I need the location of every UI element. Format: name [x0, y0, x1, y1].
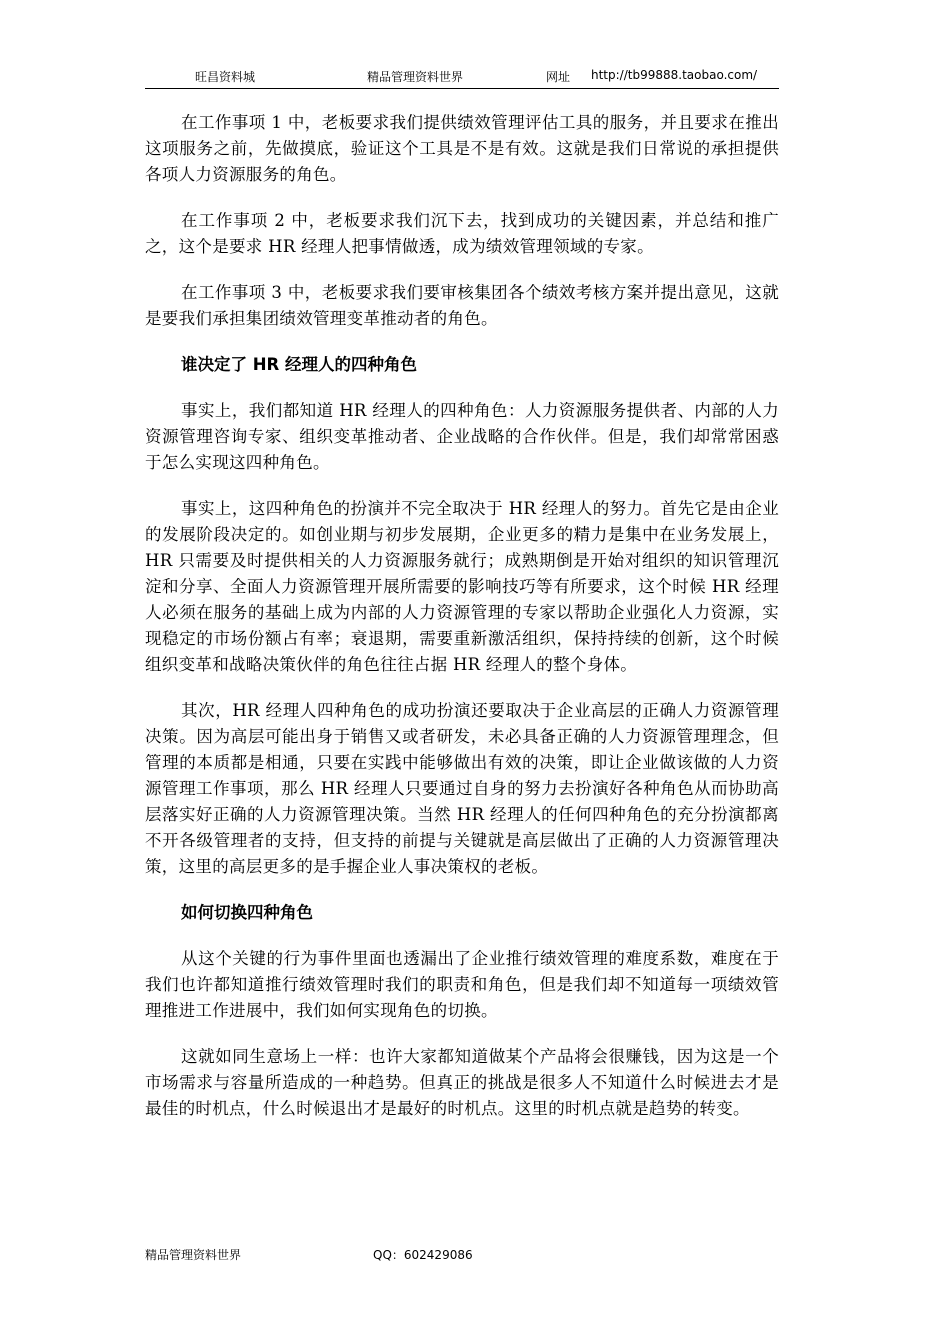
paragraph: 从这个关键的行为事件里面也透漏出了企业推行绩效管理的难度系数，难度在于我们也许都知道推行绩效管理时我们的职责和角色，但是我们却不知道每一项绩效管理推进工作进展中，我们如何实现角色的切换。 — [145, 949, 779, 1020]
section-heading: 如何切换四种角色 — [181, 903, 313, 922]
footer-site-name: 精品管理资料世界 — [145, 1248, 242, 1262]
paragraph: 事实上，我们都知道 HR 经理人的四种角色：人力资源服务提供者、内部的人力资源管理咨询专家、组织变革推动者、企业战略的合作伙伴。但是，我们却常常困惑于怎么实现这四种角色。 — [145, 401, 779, 472]
paragraph: 这就如同生意场上一样：也许大家都知道做某个产品将会很赚钱，因为这是一个市场需求与容量所造成的一种趋势。但真正的挑战是很多人不知道什么时候进去才是最佳的时机点，什么时候退出才是最好的时机点。这里的时机点就是趋势的转变。 — [145, 1047, 779, 1118]
header-url-label: 网址 — [546, 70, 571, 84]
header-site-name: 旺昌资料城 — [195, 70, 256, 84]
document-body — [145, 110, 779, 1142]
page-header — [145, 66, 779, 89]
footer-qq: QQ：602429086 — [373, 1248, 473, 1262]
paragraph: 其次，HR 经理人四种角色的成功扮演还要取决于企业高层的正确人力资源管理决策。因为高层可能出身于销售又或者研发，未必具备正确的人力资源管理理念，但管理的本质都是相通，只要在实践中能够做出有效的决策，即让企业做该做的人力资源管理工作事项，那么 HR 经理人只要通过自身的努力去扮演好各种角色从而协助高层落实好正确的人力资源管理决策。当然 HR 经理人的任何四种角色的充分扮演都离不开各级管理者的支持，但支持的前提与关键就是高层做出了正确的人力资源管理决策，这里的高层更多的是手握企业人事决策权的老板。 — [145, 701, 779, 876]
paragraph: 在工作事项 2 中，老板要求我们沉下去，找到成功的关键因素，并总结和推广之，这个是要求 HR 经理人把事情做透，成为绩效管理领域的专家。 — [145, 211, 779, 256]
paragraph: 在工作事项 1 中，老板要求我们提供绩效管理评估工具的服务，并且要求在推出这项服务之前，先做摸底，验证这个工具是不是有效。这就是我们日常说的承担提供各项人力资源服务的角色。 — [145, 113, 779, 184]
section-heading: 谁决定了 HR 经理人的四种角色 — [181, 355, 418, 374]
page-footer — [145, 1246, 779, 1266]
header-url-link[interactable]: http://tb99888.taobao.com/ — [591, 68, 758, 82]
header-title: 精品管理资料世界 — [367, 70, 464, 84]
paragraph: 事实上，这四种角色的扮演并不完全取决于 HR 经理人的努力。首先它是由企业的发展阶段决定的。如创业期与初步发展期，企业更多的精力是集中在业务发展上，HR 只需要及时提供相关的人力资源服务就行；成熟期倒是开始对组织的知识管理沉淀和分享、全面人力资源管理开展所需要的影响技巧等有所要求，这个时候 HR 经理人必须在服务的基础上成为内部的人力资源管理的专家以帮助企业强化人力资源，实现稳定的市场份额占有率；衰退期，需要重新激活组织，保持持续的创新，这个时候组织变革和战略决策伙伴的角色往往占据 HR 经理人的整个身体。 — [145, 499, 779, 674]
paragraph: 在工作事项 3 中，老板要求我们要审核集团各个绩效考核方案并提出意见，这就是要我们承担集团绩效管理变革推动者的角色。 — [145, 283, 779, 328]
